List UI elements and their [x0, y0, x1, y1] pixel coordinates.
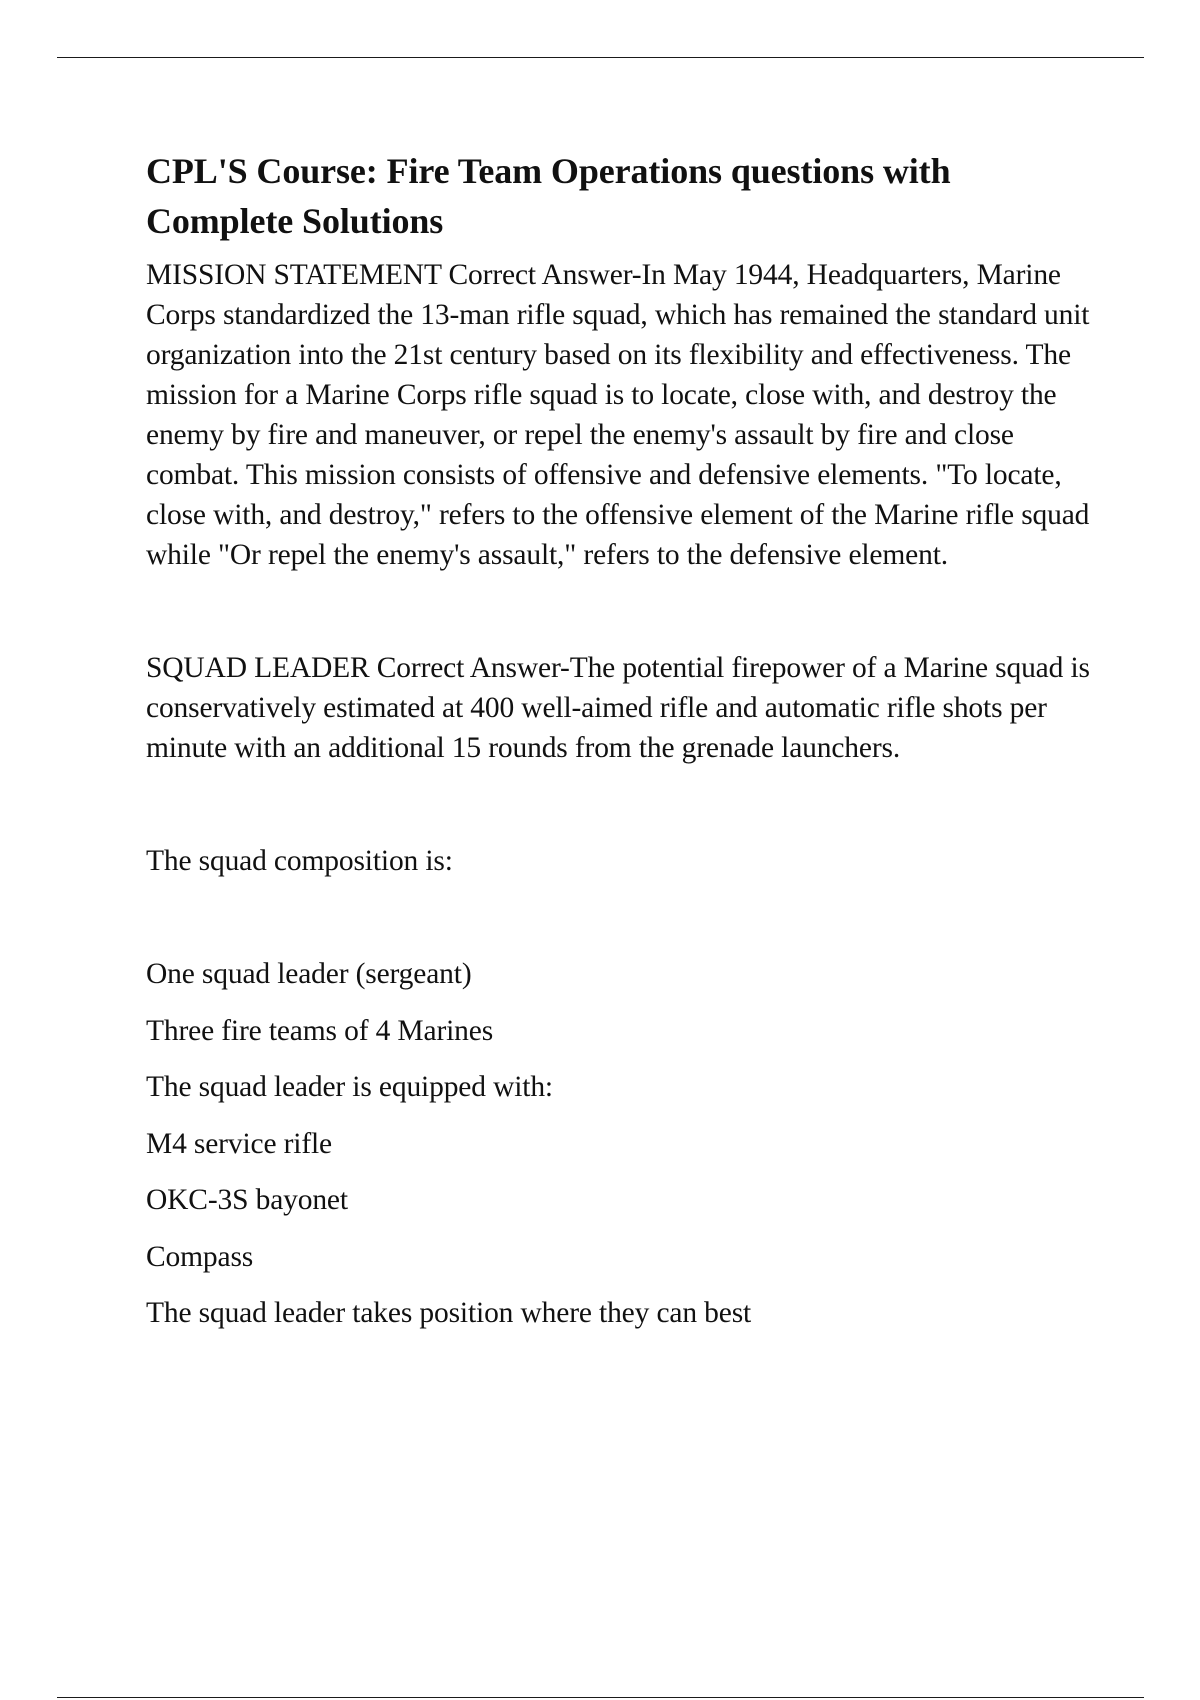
- list-item: The squad leader is equipped with:: [146, 1071, 553, 1103]
- top-divider: [57, 57, 1144, 58]
- list-item: Compass: [146, 1240, 254, 1273]
- list-item: The squad leader takes position where they can best: [146, 1297, 752, 1329]
- mission-statement-paragraph: MISSION STATEMENT Correct Answer-In May 1944, Headquarters, Marine Corps standardized the 13-man rifle squad, which has remained the standard unit organization into the 21st century based on its flexibility and effectiveness. The mission for a Marine Corps rifle squad is to locate, close with, and destroy the enemy by fire and maneuver, or repel the enemy's assault by fire and close combat. This mission consists of offensive and defensive elements. "To locate, close with, and destroy," refers to the offensive element of the Marine rifle squad while "Or repel the enemy's assault," refers to the defensive element.: [146, 259, 1090, 571]
- list-item: One squad leader (sergeant): [146, 958, 472, 990]
- bottom-divider: [57, 1697, 1144, 1698]
- document-body: [146, 146, 1096, 1350]
- squad-composition-heading: The squad composition is:: [146, 845, 453, 877]
- list-item: Three fire teams of 4 Marines: [146, 1014, 494, 1047]
- squad-leader-paragraph: SQUAD LEADER Correct Answer-The potential firepower of a Marine squad is conservatively estimated at 400 well-aimed rifle and automatic rifle shots per minute with an additional 15 rounds from the grenade launchers.: [146, 652, 1090, 764]
- list-item: OKC-3S bayonet: [146, 1184, 348, 1216]
- squad-details-list: [146, 954, 1096, 1333]
- list-item: M4 service rifle: [146, 1127, 332, 1160]
- document-title: CPL'S Course: Fire Team Operations questions with Complete Solutions: [146, 151, 951, 241]
